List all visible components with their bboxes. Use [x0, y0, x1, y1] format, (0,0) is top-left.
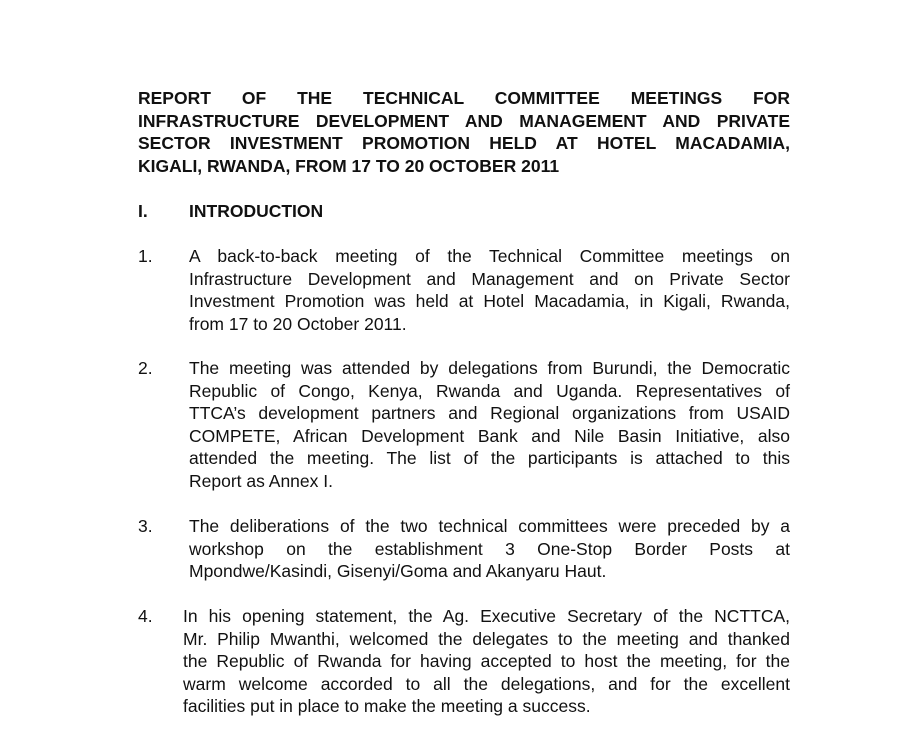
paragraph-line: Mr. Philip Mwanthi, welcomed the delegates to the meeting and thanked	[183, 628, 790, 649]
section-number: I.	[138, 201, 148, 221]
report-title	[138, 87, 790, 177]
paragraph-line: from 17 to 20 October 2011.	[189, 313, 407, 334]
paragraph-line: A back-to-back meeting of the Technical Committee meetings on	[189, 246, 790, 266]
paragraph-line: attended the meeting. The list of the participants is attached to this	[189, 448, 790, 468]
paragraph-line: Mpondwe/Kasindi, Gisenyi/Goma and Akanyaru Haut.	[189, 561, 607, 581]
paragraph-line: the Republic of Rwanda for having accepted to host the meeting, for the	[183, 651, 790, 671]
paragraph-line: Report as Annex I.	[189, 470, 333, 491]
paragraph-line: TTCA’s development partners and Regional organizations from USAID	[189, 403, 790, 423]
paragraph-line: warm welcome accorded to all the delegations, and for the excellent	[183, 673, 790, 694]
paragraph-line: Infrastructure Development and Management and on Private Sector	[189, 268, 790, 289]
paragraph-line: workshop on the establishment 3 One-Stop Border Posts at	[189, 538, 790, 559]
paragraph-number: 1.	[138, 246, 153, 266]
title-line: SECTOR INVESTMENT PROMOTION HELD AT HOTEL MACADAMIA,	[138, 133, 790, 153]
paragraph-number: 3.	[138, 516, 153, 536]
paragraph-line: COMPETE, African Development Bank and Nile Basin Initiative, also	[189, 425, 790, 446]
paragraph-number: 4.	[138, 606, 153, 626]
paragraph-line: facilities put in place to make the meeting a success.	[183, 696, 591, 716]
paragraph-line: In his opening statement, the Ag. Executive Secretary of the NCTTCA,	[183, 606, 790, 626]
section-title: INTRODUCTION	[189, 201, 324, 221]
title-line: KIGALI, RWANDA, FROM 17 TO 20 OCTOBER 2011	[138, 155, 560, 176]
paragraph-line: Republic of Congo, Kenya, Rwanda and Uganda. Representatives of	[189, 380, 790, 401]
paragraph-line: The meeting was attended by delegations from Burundi, the Democratic	[189, 358, 790, 378]
paragraph-line: Investment Promotion was held at Hotel Macadamia, in Kigali, Rwanda,	[189, 291, 790, 311]
title-line: REPORT OF THE TECHNICAL COMMITTEE MEETINGS FOR	[138, 88, 790, 108]
paragraph-number: 2.	[138, 358, 153, 378]
paragraph-line: The deliberations of the two technical committees were preceded by a	[189, 516, 790, 536]
title-line: INFRASTRUCTURE DEVELOPMENT AND MANAGEMENT AND PRIVATE	[138, 110, 790, 131]
